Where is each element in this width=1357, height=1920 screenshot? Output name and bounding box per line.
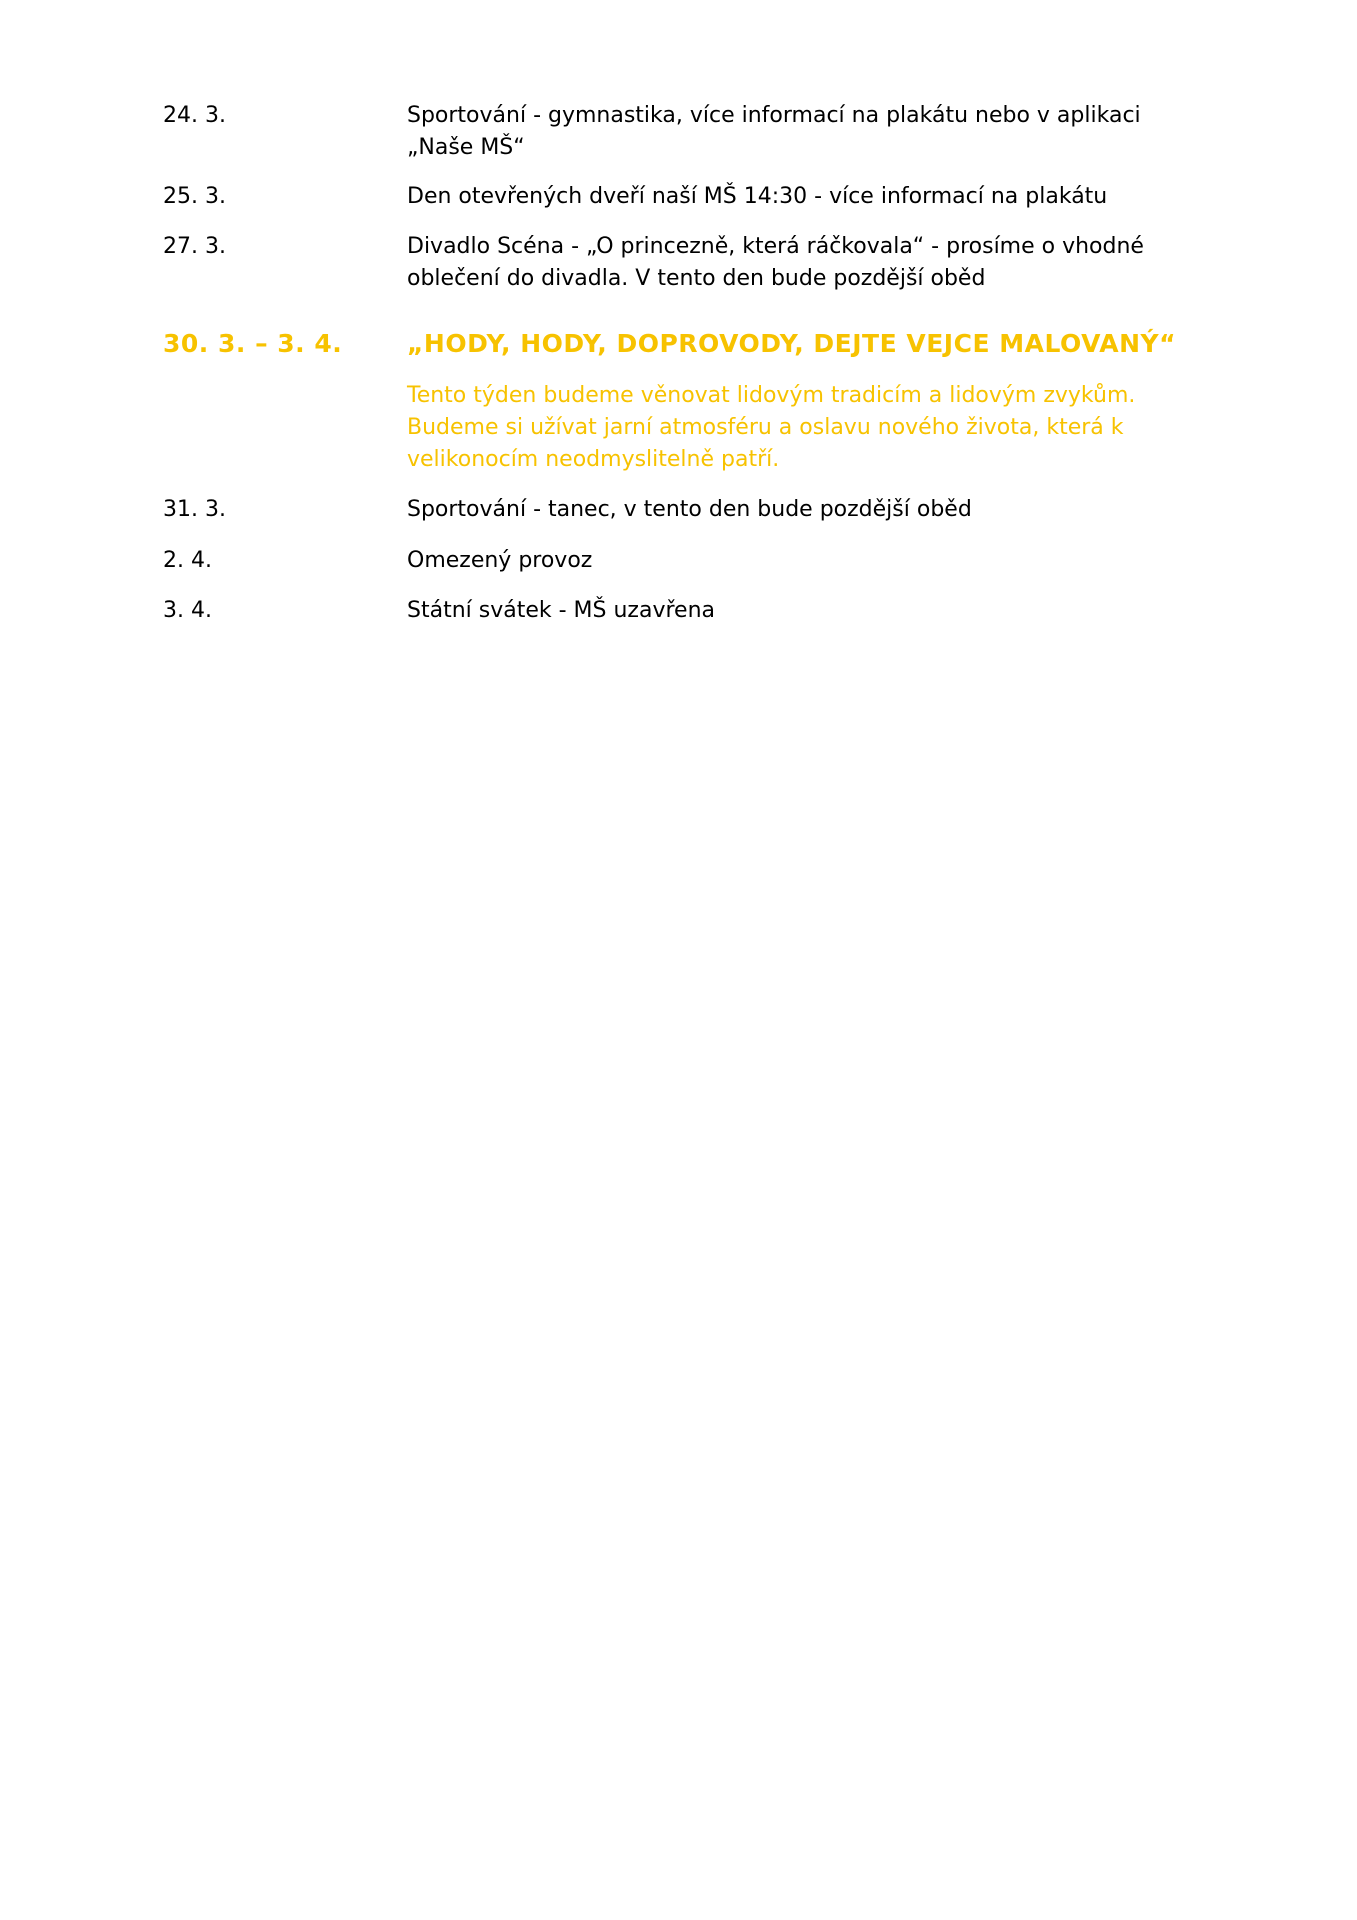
entry-date: 3. 4.: [163, 598, 212, 623]
entry-description: Státní svátek - MŠ uzavřena: [407, 598, 715, 623]
entry-date: 27. 3.: [163, 234, 226, 259]
highlight-week-description: Tento týden budeme věnovat lidovým tradicím a lidovým zvykům. Budeme si užívat jarní atmosféru a oslavu nového života, která k velikonocím neodmyslitelně patří.: [407, 383, 1136, 472]
entry-date: 31. 3.: [163, 497, 226, 522]
highlight-week-date: 30. 3. – 3. 4.: [163, 329, 343, 358]
entry-description: Sportování - gymnastika, více informací na plakátu nebo v aplikaci „Naše MŠ“: [407, 103, 1141, 160]
entry-date: 25. 3.: [163, 184, 226, 209]
entry-date: 2. 4.: [163, 548, 212, 573]
entry-description: Omezený provoz: [407, 548, 593, 573]
highlight-week-title: „HODY, HODY, DOPROVODY, DEJTE VEJCE MALOVANÝ“: [407, 329, 1177, 358]
entry-date: 24. 3.: [163, 103, 226, 128]
entry-description: Den otevřených dveří naší MŠ 14:30 - více informací na plakátu: [407, 184, 1108, 209]
entry-description: Sportování - tanec, v tento den bude pozdější oběd: [407, 497, 972, 522]
entry-description: Divadlo Scéna - „O princezně, která ráčkovala“ - prosíme o vhodné oblečení do divadla. V tento den bude pozdější oběd: [407, 234, 1144, 291]
